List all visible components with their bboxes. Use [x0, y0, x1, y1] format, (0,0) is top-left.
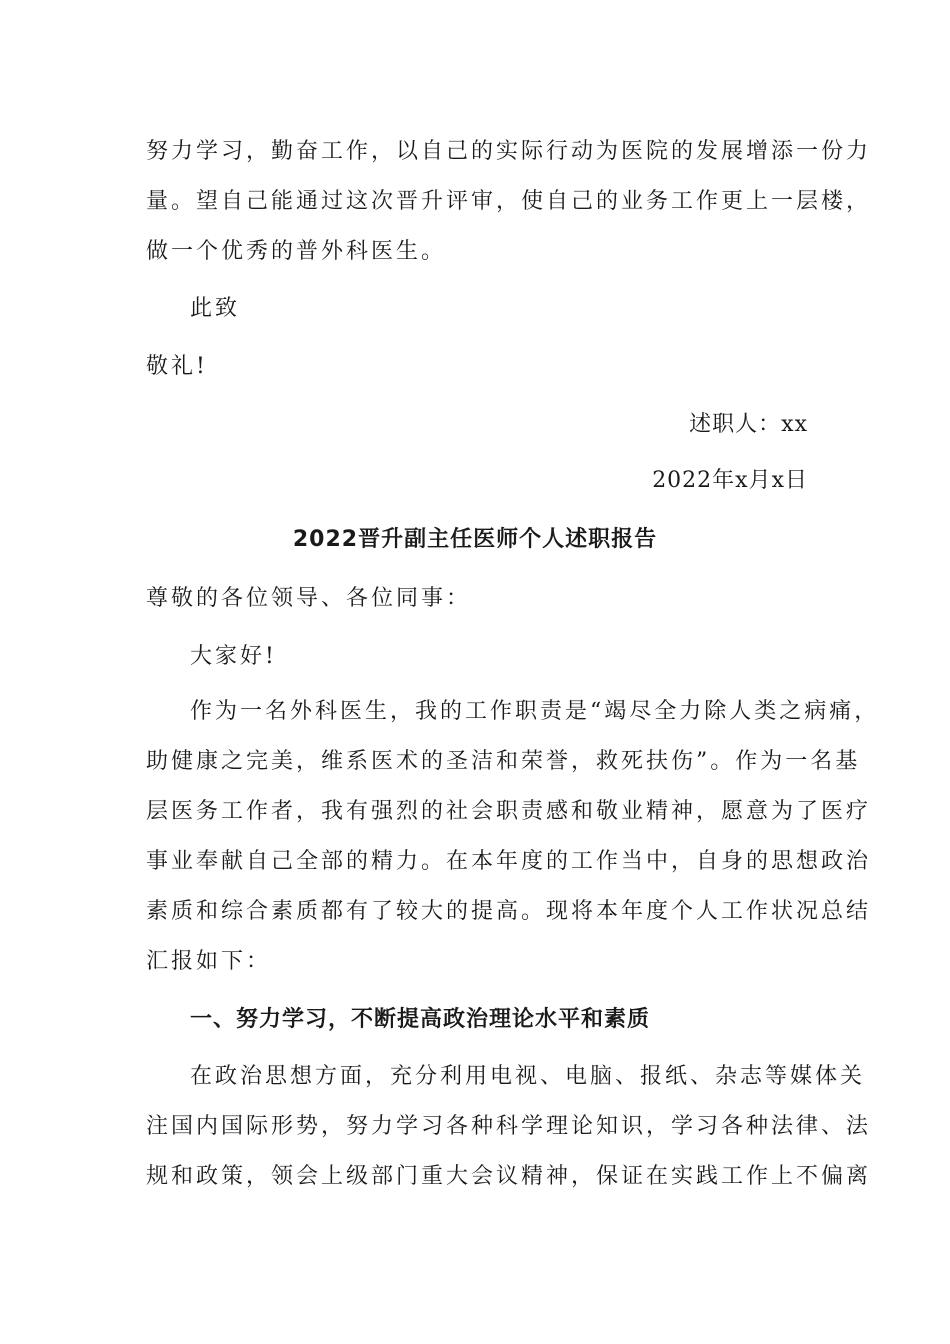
intro-paragraph-line: 素质和综合素质都有了较大的提高。现将本年度个人工作状况总结: [146, 899, 872, 924]
section-1-paragraph-line: 规和政策，领会上级部门重大会议精神，保证在实践工作上不偏离: [146, 1164, 872, 1189]
closing-paragraph-line: 做一个优秀的普外科医生。: [146, 239, 447, 264]
intro-paragraph-line: 作为一名外科医生，我的工作职责是“竭尽全力除人类之病痛，: [190, 699, 880, 724]
intro-paragraph-line: 助健康之完美，维系医术的圣洁和荣誉，救死扶伤”。作为一名基: [146, 749, 861, 774]
section-1-paragraph-line: 注国内国际形势，努力学习各种科学理论知识，学习各种法律、法: [146, 1114, 872, 1139]
greeting: 尊敬的各位领导、各位同事：: [146, 586, 472, 611]
salutation-line-2: 敬礼!: [146, 354, 208, 379]
hello-line: 大家好!: [190, 644, 277, 669]
date: 2022年x月x日: [652, 468, 808, 493]
intro-paragraph-line: 事业奉献自己全部的精力。在本年度的工作当中，自身的思想政治: [146, 849, 872, 874]
section-1-heading: 一、努力学习，不断提高政治理论水平和素质: [190, 1007, 651, 1032]
salutation-line-1: 此致: [190, 296, 241, 321]
closing-paragraph-line: 努力学习，勤奋工作，以自己的实际行动为医院的发展增添一份力: [146, 139, 872, 164]
intro-paragraph-line: 层医务工作者，我有强烈的社会职责感和敬业精神，愿意为了医疗: [146, 799, 872, 824]
signature: 述职人：xx: [689, 412, 808, 437]
section-1-paragraph-line: 在政治思想方面，充分利用电视、电脑、报纸、杂志等媒体关: [190, 1064, 866, 1089]
closing-paragraph-line: 量。望自己能通过这次晋升评审，使自己的业务工作更上一层楼，: [146, 189, 872, 214]
intro-paragraph-line: 汇报如下：: [146, 949, 272, 974]
report-title: 2022晋升副主任医师个人述职报告: [292, 527, 658, 552]
